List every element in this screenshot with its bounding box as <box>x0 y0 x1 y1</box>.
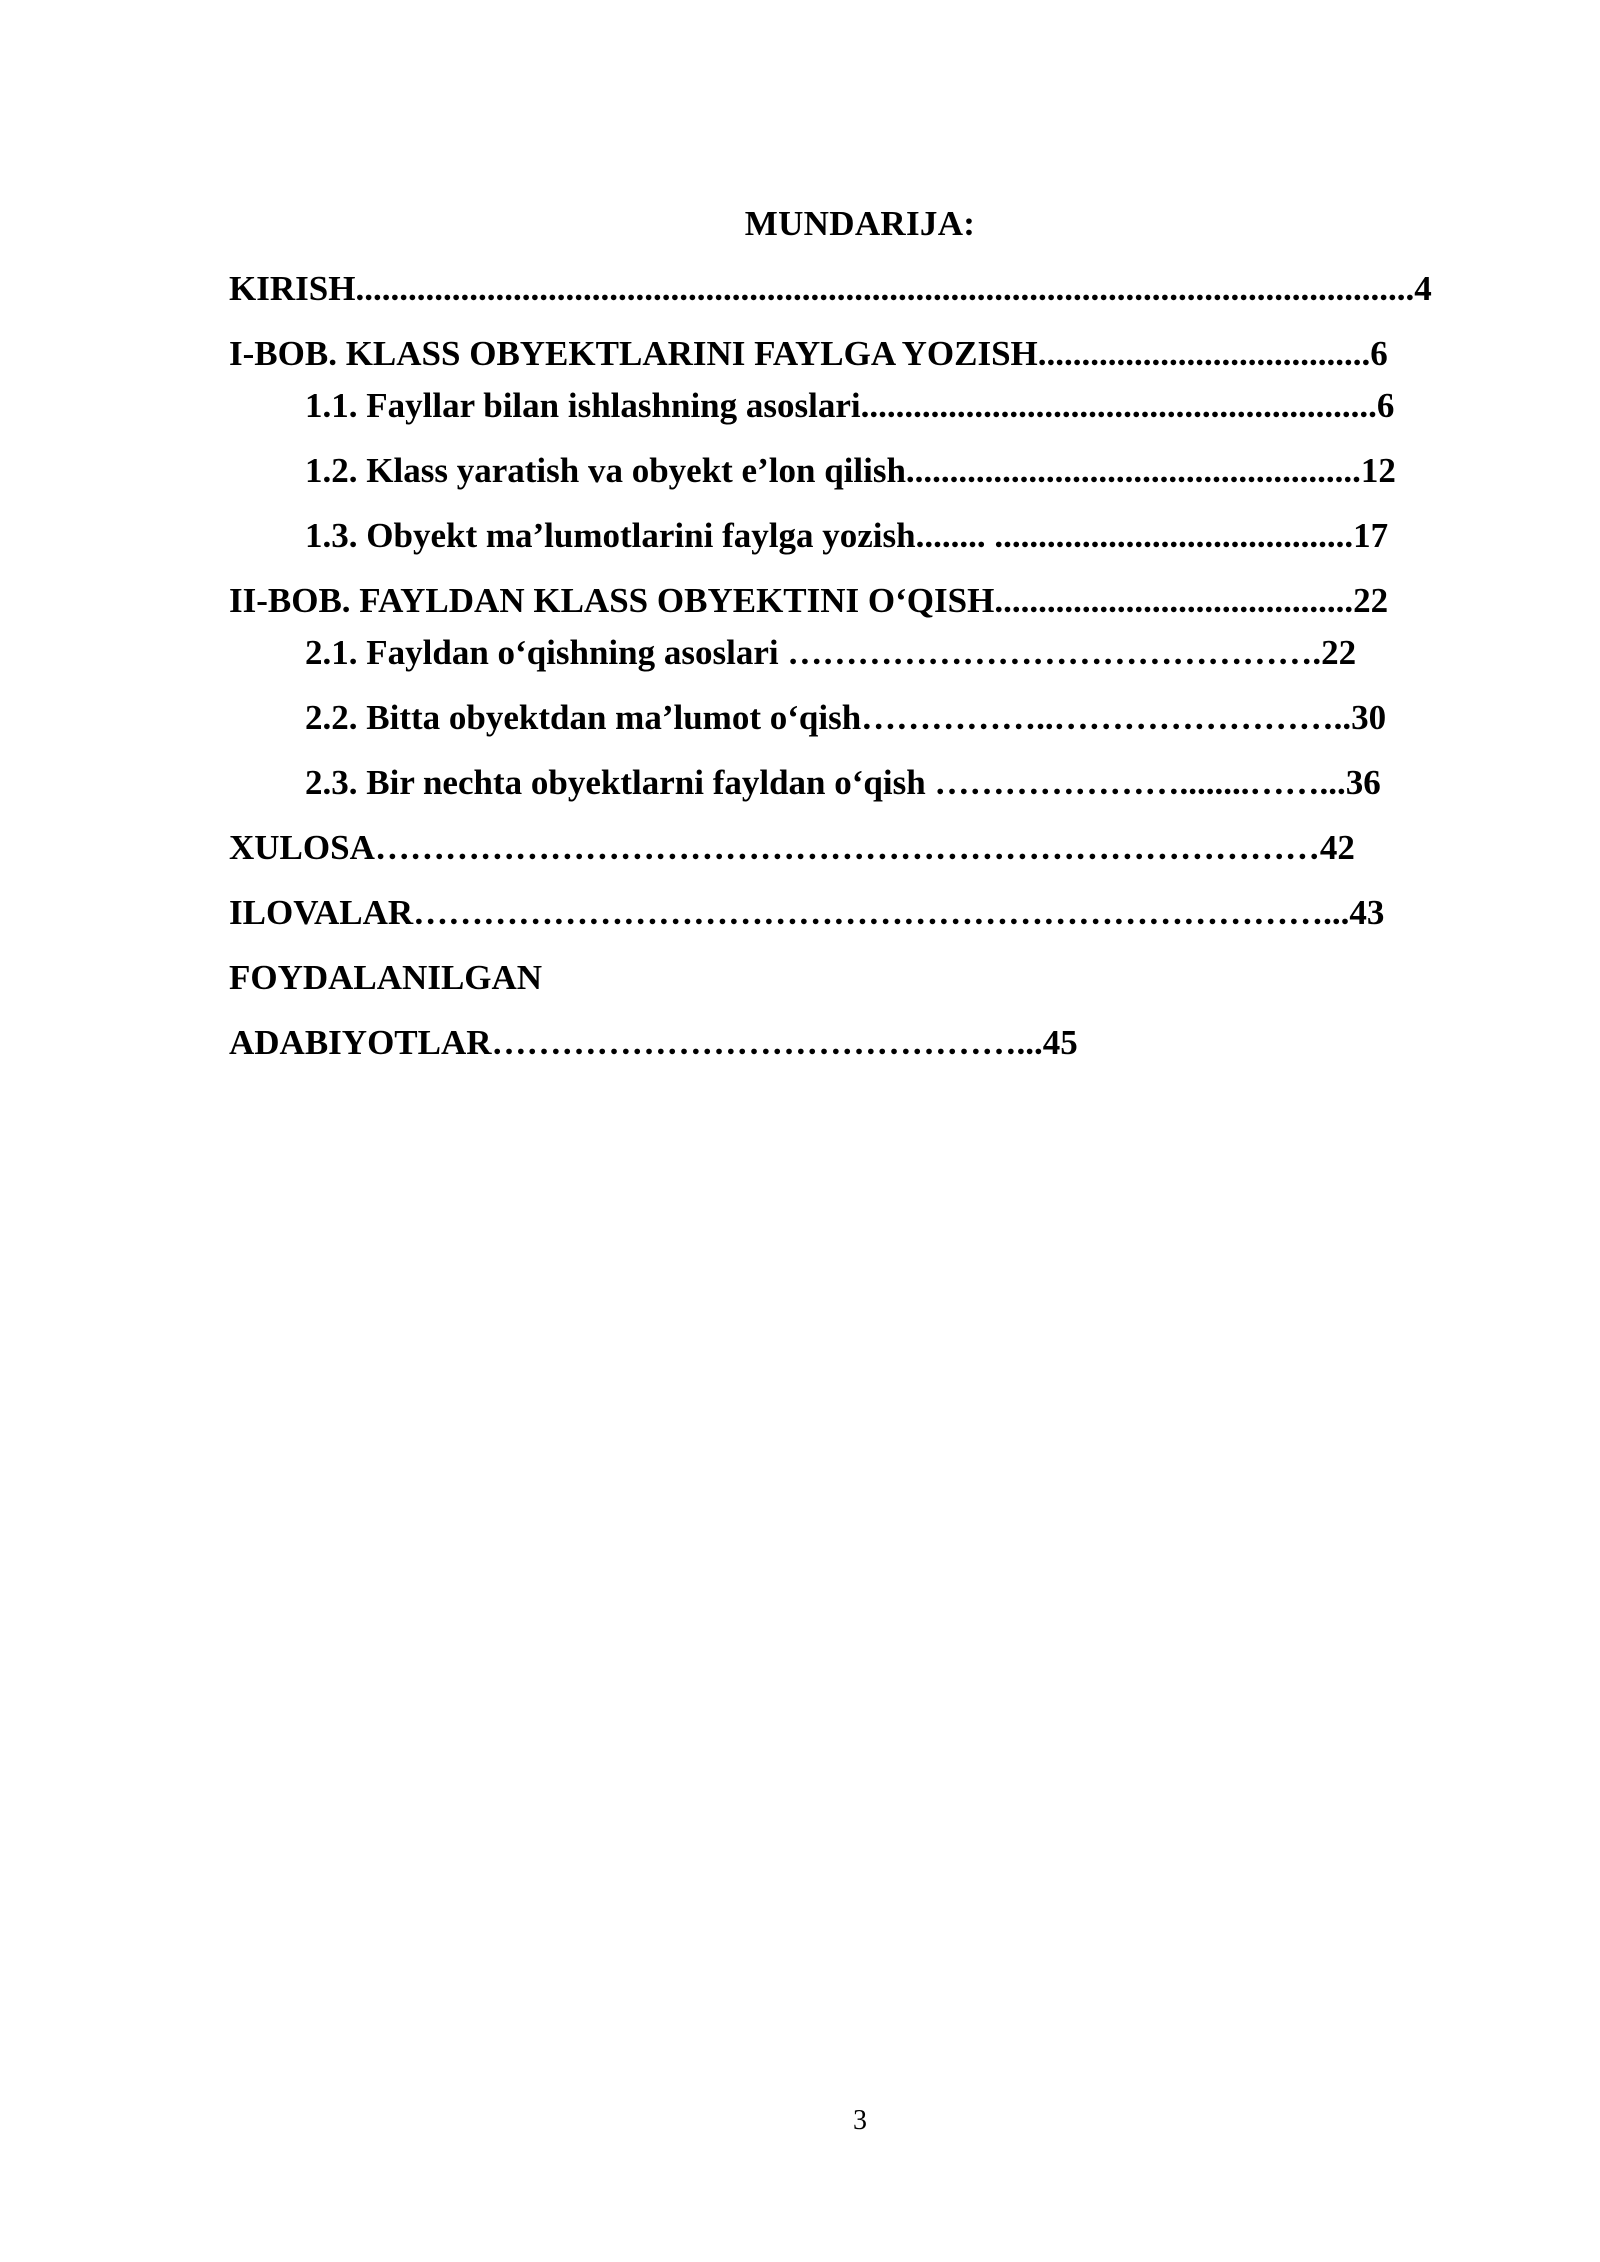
toc-leader-dots: ......................................... <box>994 581 1354 620</box>
toc-page-number: 43 <box>1349 893 1385 932</box>
toc-entry-foydalanilgan[interactable] <box>229 954 1499 1002</box>
toc-leader-dots: ...................................... <box>1037 334 1371 373</box>
toc-entry-label: KIRISH <box>229 269 356 308</box>
toc-entry-section-2-3[interactable] <box>305 759 1495 807</box>
toc-page-number: 6 <box>1370 334 1388 373</box>
toc-entry-label: 1.2. Klass yaratish va obyekt e’lon qilish <box>305 451 906 490</box>
toc-entry-xulosa[interactable] <box>229 824 1499 872</box>
toc-leader-dots: ………………………………………... <box>491 1023 1043 1062</box>
table-of-contents-title: MUNDARIJA: <box>744 204 976 243</box>
toc-leader-dots: ……………………………………………………………………... <box>413 893 1350 932</box>
toc-entry-ilovalar[interactable] <box>229 889 1499 937</box>
toc-entry-label: XULOSA <box>229 828 375 867</box>
toc-entry-section-1-2[interactable] <box>305 447 1495 495</box>
toc-page-number: .30 <box>1342 698 1387 737</box>
toc-entry-label: 1.3. Obyekt ma’lumotlarini faylga yozish <box>305 516 916 555</box>
toc-page-number: 17 <box>1353 516 1389 555</box>
toc-page-number: 22 <box>1353 581 1389 620</box>
toc-entry-label: I-BOB. KLASS OBYEKTLARINI FAYLGA YOZISH <box>229 334 1038 373</box>
toc-entry-label: 2.3. Bir nechta obyektlarni fayldan o‘qish <box>305 763 935 802</box>
toc-page-number: .36 <box>1336 763 1381 802</box>
toc-page-number: 12 <box>1360 451 1396 490</box>
toc-leader-dots: ……………………………………… <box>787 633 1313 672</box>
toc-leader-dots: ........................................................... <box>860 386 1377 425</box>
toc-page-number: 4 <box>1414 269 1432 308</box>
toc-page-number: 42 <box>1319 828 1355 867</box>
toc-leader-dots: ……………..……………………. <box>861 698 1343 737</box>
toc-page-number: 45 <box>1042 1023 1078 1062</box>
toc-entry-label: ADABIYOTLAR <box>229 1023 492 1062</box>
toc-leader-dots: ......................................................................................................................... <box>355 269 1415 308</box>
toc-entry-section-2-2[interactable] <box>305 694 1495 742</box>
toc-entry-label: 1.1. Fayllar bilan ishlashning asoslari <box>305 386 861 425</box>
toc-entry-label: FOYDALANILGAN <box>229 958 543 997</box>
toc-leader-dots: ……………………………………………………………………… <box>374 828 1320 867</box>
toc-entry-label: 2.2. Bitta obyektdan ma’lumot o‘qish <box>305 698 862 737</box>
toc-entry-label: II-BOB. FAYLDAN KLASS OBYEKTINI O‘QISH <box>229 581 995 620</box>
toc-page-number: 6 <box>1376 386 1395 425</box>
toc-entry-section-2-1[interactable] <box>305 629 1495 677</box>
toc-leader-dots: ........ ......................................... <box>915 516 1354 555</box>
toc-entry-section-1-3[interactable] <box>305 512 1495 560</box>
toc-leader-dots: …………………........…….. <box>934 763 1337 802</box>
page-number: 3 <box>853 2105 867 2136</box>
toc-entry-label: 2.1. Fayldan o‘qishning asoslari <box>305 633 788 672</box>
toc-entry-section-1-1[interactable] <box>305 382 1495 430</box>
toc-entry-label: ILOVALAR <box>229 893 414 932</box>
toc-entry-chapter-1[interactable] <box>229 330 1499 378</box>
toc-leader-dots: .................................................... <box>905 451 1361 490</box>
toc-entry-kirish[interactable] <box>229 265 1499 313</box>
toc-entry-adabiyotlar[interactable] <box>229 1019 1229 1067</box>
toc-page-number: .22 <box>1312 633 1357 672</box>
toc-entry-chapter-2[interactable] <box>229 577 1499 625</box>
